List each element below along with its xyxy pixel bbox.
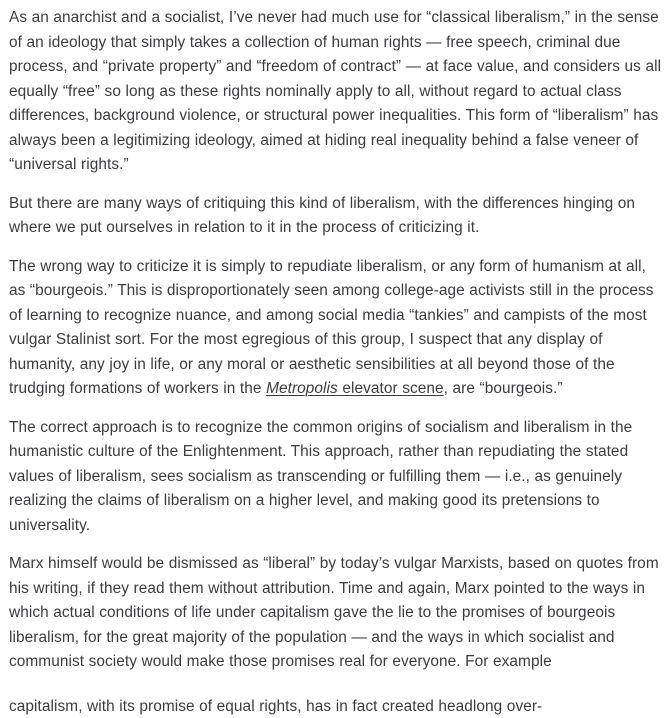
metropolis-title-italic: Metropolis bbox=[266, 380, 338, 397]
paragraph-1: As an anarchist and a socialist, I’ve never had much use for “classical liberalism,” in the sense of an ideology that simply takes a collection of human rights — free speech, criminal due process, and “private property” and “freedom of contract” — at face value, and considers us all equally “free” so long as these rights nominally apply to all, without regard to actual class differences, background violence, or structural power inequalities. This form of “liberalism” has always been a legitimizing ideology, aimed at hiding real inequality behind a false veneer of “universal rights.” bbox=[9, 9, 662, 173]
paragraph-4: The correct approach is to recognize the common origins of socialism and liberalism in the humanistic culture of the Enlightenment. This approach, rather than repudiating the stated values of liberalism, sees socialism as transcending or fulfilling them — i.e., as genuinely realizing the claims of liberalism on a higher level, and making good its pretensions to universality. bbox=[9, 418, 633, 534]
paragraph-5: Marx himself would be dismissed as “liberal” by today’s vulgar Marxists, based on quotes from his writing, if they read them without attribution. Time and again, Marx pointed to the ways in which actual conditions of life under capitalism gave the lie to the promises of bourgeois liberalism, for the great majority of the population — and the ways in which socialist and communist society would make those promises real for everyone. For example bbox=[9, 555, 659, 670]
article-body bbox=[0, 6, 672, 718]
paragraph-2: But there are many ways of critiquing this kind of liberalism, with the differences hinging on where we put ourselves in relation to it in the process of criticizing it. bbox=[9, 194, 636, 236]
metropolis-elevator-scene-link[interactable] bbox=[266, 380, 444, 397]
paragraph-6-clipped: capitalism, with its promise of equal rights, has in fact created headlong over- bbox=[9, 697, 543, 715]
metropolis-link-plain-text: elevator scene bbox=[337, 380, 444, 397]
paragraph-3 bbox=[9, 255, 663, 402]
paragraph-3-text-after-link: , are “bourgeois.” bbox=[443, 380, 563, 397]
clipped-paragraph-container bbox=[9, 689, 663, 718]
paragraph-3-text-before-link: The wrong way to criticize it is simply to repudiate liberalism, or any form of humanism at all, as “bourgeois.” This is disproportionately seen among college-age activists still in the process of learning to recognize nuance, and among social media “tankies” and campists of the most vulgar Stalinist sort. For the most egregious of this group, I suspect that any display of humanity, any joy in life, or any moral or aesthetic sensibilities at all beyond those of the trudging formations of workers in the bbox=[9, 257, 654, 397]
